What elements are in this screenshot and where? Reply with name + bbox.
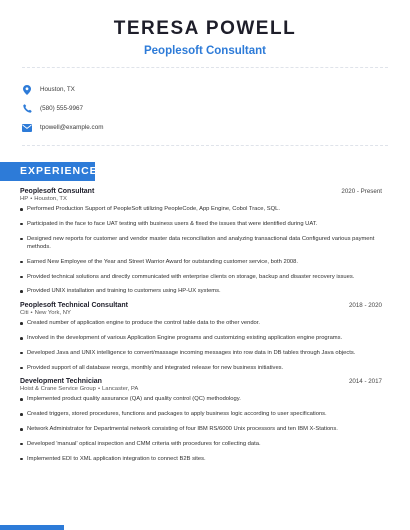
bullet-item: Designed new reports for customer and vendor master data reconciliation and analyzing transactional data Configured various payment methods.	[20, 235, 382, 252]
contact-phone	[22, 99, 388, 118]
bullet-item: Network Administrator for Departmental network consisting of four IBM RS/6000 Unix processors and ten IBM X-Stations.	[20, 425, 382, 433]
bullet-item: Developed 'manual' optical inspection and CMM criteria with procedures for collecting data.	[20, 440, 382, 448]
job-title: Peoplesoft Technical Consultant	[20, 302, 128, 310]
phone-icon	[22, 104, 32, 114]
job-company-line: Hoist & Crane Service Group • Lancaster, PA	[20, 386, 139, 393]
job-company-line: HP • Houston, TX	[20, 196, 67, 202]
bullet-item: Created triggers, stored procedures, functions and packages to apply business logic according to user specifications.	[20, 410, 382, 418]
bullet-item: Created number of application engine to produce the control table data to the other vendor.	[20, 319, 382, 327]
section-heading-experience: EXPERIENCE	[0, 162, 95, 181]
job-title: Development Technician	[20, 378, 102, 386]
bullet-item: Involved in the development of various Application Engine programs and customizing existing application engine programs.	[20, 334, 382, 342]
job-title: Peoplesoft Consultant	[20, 188, 95, 195]
bullet-item: Implemented product quality assurance (QA) and quality control (QC) methodology.	[20, 395, 382, 403]
email-link[interactable]: tpowell@example.com	[40, 124, 104, 131]
bullet-item: Performed Production Support of PeopleSoft utilizing PeopleCode, App Engine, Cobol Trace, SQL.	[20, 205, 382, 213]
job-bullets	[20, 205, 382, 296]
bullet-item: Earned New Employee of the Year and Street Warrior Award for outstanding customer service, both 2008.	[20, 258, 382, 266]
experience-list	[20, 188, 382, 469]
location-pin-icon	[22, 85, 32, 95]
phone-text: (580) 555-9967	[40, 105, 84, 112]
candidate-title: Peoplesoft Consultant	[143, 45, 267, 57]
bullet-item: Developed Java and UNIX intelligence to convert/massage incoming messages into row data in DB tables through Java objects.	[20, 349, 382, 357]
next-section-bar	[0, 525, 64, 530]
job-company: Hoist & Crane Service Group	[20, 386, 96, 393]
job-location: Houston, TX	[34, 196, 67, 202]
job-entry	[20, 378, 382, 463]
contact-block	[22, 80, 388, 137]
job-company: Citi	[20, 310, 29, 317]
job-dates: 2020 - Present	[341, 188, 382, 195]
job-bullets	[20, 319, 382, 372]
job-entry	[20, 302, 382, 372]
bullet-item: Provided support of all database reorgs, monthly and integrated release for new business initiatives.	[20, 364, 382, 372]
bullet-item: Provided UNIX installation and training to customers using HP-UX systems.	[20, 287, 382, 295]
bullet-item: Participated in the face to face UAT testing with business users & fixed the issues that were identified during UAT.	[20, 220, 382, 228]
job-company: HP	[20, 196, 29, 202]
job-bullets	[20, 395, 382, 463]
location-text: Houston, TX	[40, 86, 75, 93]
mail-icon	[22, 123, 32, 133]
job-company-line: Citi • New York, NY	[20, 310, 71, 317]
bullet-item: Implemented EDI to XML application integration to connect B2B sites.	[20, 455, 382, 463]
resume-header	[0, 0, 410, 58]
contact-email	[22, 118, 388, 137]
job-location: New York, NY	[34, 310, 71, 317]
contact-location	[22, 80, 388, 99]
job-dates: 2014 - 2017	[348, 378, 382, 386]
header-divider	[22, 67, 388, 68]
job-location: Lancaster, PA	[102, 386, 139, 393]
contact-divider	[22, 145, 388, 146]
candidate-name: TERESA POWELL	[113, 18, 297, 39]
bullet-item: Provided technical solutions and directly communicated with enterprise clients on storage, backup and disaster recovery issues.	[20, 273, 382, 281]
job-dates: 2018 - 2020	[348, 302, 382, 310]
job-entry	[20, 188, 382, 296]
